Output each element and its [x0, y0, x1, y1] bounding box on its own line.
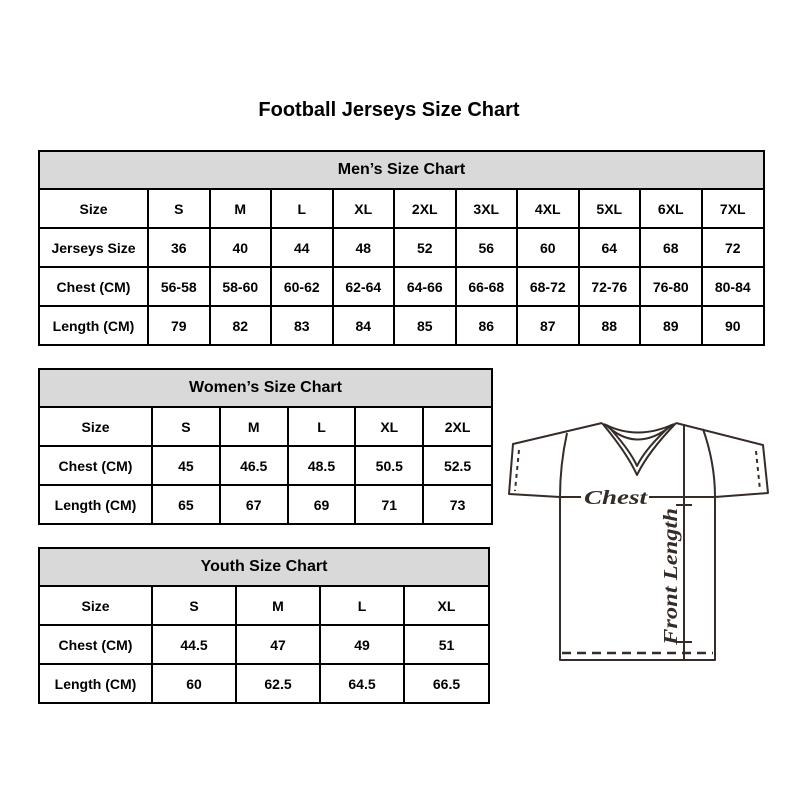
cell-value: 66.5	[404, 664, 488, 702]
cell-value: 89	[640, 306, 702, 344]
cell-value: 69	[288, 485, 356, 523]
cell-value: 88	[579, 306, 641, 344]
cell-value: 60	[517, 228, 579, 267]
page-title: Football Jerseys Size Chart	[258, 99, 520, 121]
cell-value: 67	[220, 485, 288, 523]
cell-value: S	[152, 408, 220, 446]
cell-value: XL	[404, 587, 488, 625]
cell-value: 5XL	[579, 190, 641, 228]
cell-value: 45	[152, 446, 220, 485]
left-cuff-dashed-line	[515, 450, 519, 491]
cell-value: 52	[394, 228, 456, 267]
cell-value: 68	[640, 228, 702, 267]
cell-value: 79	[148, 306, 210, 344]
womens-table-grid	[40, 408, 491, 523]
cell-value: L	[320, 587, 404, 625]
cell-value: L	[271, 190, 333, 228]
left-sleeve-seam	[560, 433, 567, 497]
cell-value: 65	[152, 485, 220, 523]
table-row	[40, 446, 491, 485]
cell-value: 90	[702, 306, 764, 344]
cell-value: M	[210, 190, 272, 228]
cell-value: M	[220, 408, 288, 446]
cell-value: 48.5	[288, 446, 356, 485]
cell-value: 76-80	[640, 267, 702, 306]
cell-value: S	[152, 587, 236, 625]
cell-value: 71	[355, 485, 423, 523]
youth-table-grid	[40, 587, 488, 702]
cell-value: 64	[579, 228, 641, 267]
right-sleeve-seam	[703, 429, 715, 497]
cell-value: 50.5	[355, 446, 423, 485]
cell-value: 48	[333, 228, 395, 267]
cell-value: 64.5	[320, 664, 404, 702]
womens-table-title: Women’s Size Chart	[40, 370, 491, 408]
table-row	[40, 485, 491, 523]
cell-value: 56	[456, 228, 518, 267]
cell-value: 68-72	[517, 267, 579, 306]
cell-value: 60	[152, 664, 236, 702]
cell-value: 44.5	[152, 625, 236, 664]
cell-value: XL	[333, 190, 395, 228]
table-row	[40, 625, 488, 664]
cell-value: 3XL	[456, 190, 518, 228]
cell-value: 36	[148, 228, 210, 267]
cell-value: 51	[404, 625, 488, 664]
mens-size-table	[38, 150, 765, 346]
table-row	[40, 190, 763, 228]
cell-value: 86	[456, 306, 518, 344]
cell-value: 47	[236, 625, 320, 664]
chest-label: Chest	[584, 487, 649, 509]
table-row	[40, 306, 763, 344]
cell-value: 72	[702, 228, 764, 267]
row-label: Size	[40, 408, 152, 446]
collar-inner-v	[607, 425, 671, 466]
row-label: Size	[40, 190, 148, 228]
cell-value: S	[148, 190, 210, 228]
cell-value: 2XL	[394, 190, 456, 228]
cell-value: 44	[271, 228, 333, 267]
cell-value: 56-58	[148, 267, 210, 306]
cell-value: L	[288, 408, 356, 446]
jersey-measurement-diagram	[505, 405, 780, 670]
mens-table-grid	[40, 190, 763, 344]
table-row	[40, 587, 488, 625]
row-label: Chest (CM)	[40, 446, 152, 485]
table-row	[40, 267, 763, 306]
cell-value: 87	[517, 306, 579, 344]
cell-value: 80-84	[702, 267, 764, 306]
cell-value: M	[236, 587, 320, 625]
row-label: Chest (CM)	[40, 267, 148, 306]
front-length-label: Front Length	[660, 533, 682, 645]
cell-value: 72-76	[579, 267, 641, 306]
row-label: Chest (CM)	[40, 625, 152, 664]
row-label: Length (CM)	[40, 664, 152, 702]
cell-value: 7XL	[702, 190, 764, 228]
cell-value: 64-66	[394, 267, 456, 306]
cell-value: 4XL	[517, 190, 579, 228]
cell-value: 85	[394, 306, 456, 344]
cell-value: 46.5	[220, 446, 288, 485]
cell-value: 82	[210, 306, 272, 344]
youth-table-title: Youth Size Chart	[40, 549, 488, 587]
cell-value: XL	[355, 408, 423, 446]
cell-value: 60-62	[271, 267, 333, 306]
cell-value: 84	[333, 306, 395, 344]
cell-value: 62.5	[236, 664, 320, 702]
row-label: Length (CM)	[40, 306, 148, 344]
mens-table-title: Men’s Size Chart	[40, 152, 763, 190]
jersey-outline	[509, 423, 768, 660]
row-label: Jerseys Size	[40, 228, 148, 267]
cell-value: 2XL	[423, 408, 491, 446]
cell-value: 58-60	[210, 267, 272, 306]
cell-value: 62-64	[333, 267, 395, 306]
table-row	[40, 228, 763, 267]
cell-value: 40	[210, 228, 272, 267]
right-cuff-dashed-line	[756, 451, 760, 490]
cell-value: 6XL	[640, 190, 702, 228]
table-row	[40, 408, 491, 446]
cell-value: 49	[320, 625, 404, 664]
row-label: Length (CM)	[40, 485, 152, 523]
youth-size-table	[38, 547, 490, 704]
cell-value: 73	[423, 485, 491, 523]
womens-size-table	[38, 368, 493, 525]
table-row	[40, 664, 488, 702]
cell-value: 52.5	[423, 446, 491, 485]
row-label: Size	[40, 587, 152, 625]
cell-value: 66-68	[456, 267, 518, 306]
cell-value: 83	[271, 306, 333, 344]
